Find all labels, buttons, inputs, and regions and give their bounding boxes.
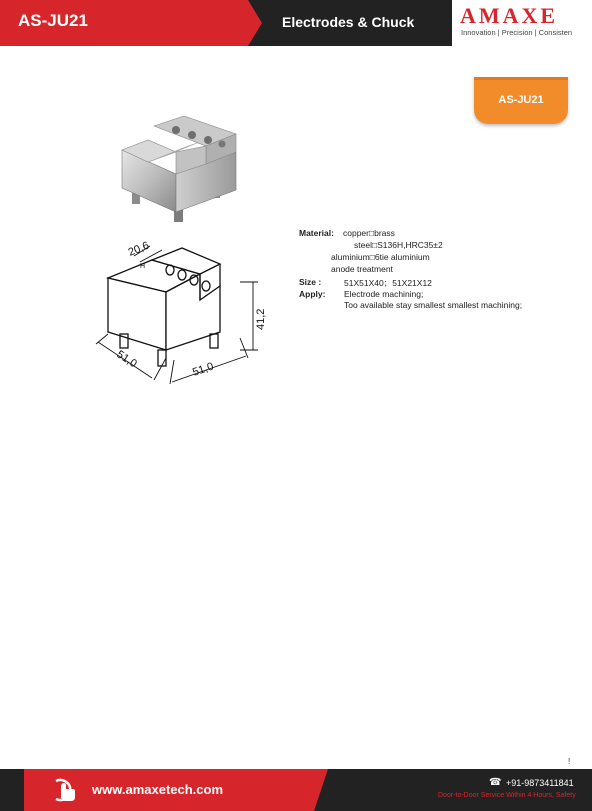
material-line: aluminium□6tie aluminium [331,252,430,262]
service-note: Door-to-Door Service Within 4 Hours, Safety [438,792,576,799]
material-line: steel□S136H,HRC35±2 [354,240,443,250]
category-title: Electrodes & Chuck [282,14,415,30]
dim-width-2: 51,0 [191,360,216,379]
website-link[interactable]: www.amaxetech.com [92,782,224,797]
technical-drawing [90,238,274,390]
apply-label: Apply: [299,289,326,299]
material-line: anode treatment [331,264,393,274]
phone-number[interactable]: +91-9873411841 [506,778,574,788]
material-label: Material: [299,228,334,238]
apply-line: Electrode machining; [344,289,424,299]
size-value: 51X51X40；51X21X12 [344,278,432,288]
product-photo [118,116,242,232]
dim-slot: 20,6 [126,239,151,259]
page-mark: ! [568,757,571,766]
size-label: Size : [299,277,322,287]
apply-line: Too available stay smallest smallest machining; [344,300,523,310]
dim-height: 41,2 [255,308,267,330]
product-code: AS-JU21 [18,11,88,30]
product-tag-edge [474,77,568,80]
material-line: copper□brass [343,228,395,238]
brand-logo: AMAXE [460,3,559,28]
dim-width-1: 51,0 [114,348,139,371]
click-hand-icon [52,777,80,803]
dim-h: H [140,263,146,270]
product-tag: AS-JU21 [474,77,568,124]
phone-icon: ☎ [489,777,502,788]
brand-tagline: Innovation | Precision | Consisten [461,28,573,37]
